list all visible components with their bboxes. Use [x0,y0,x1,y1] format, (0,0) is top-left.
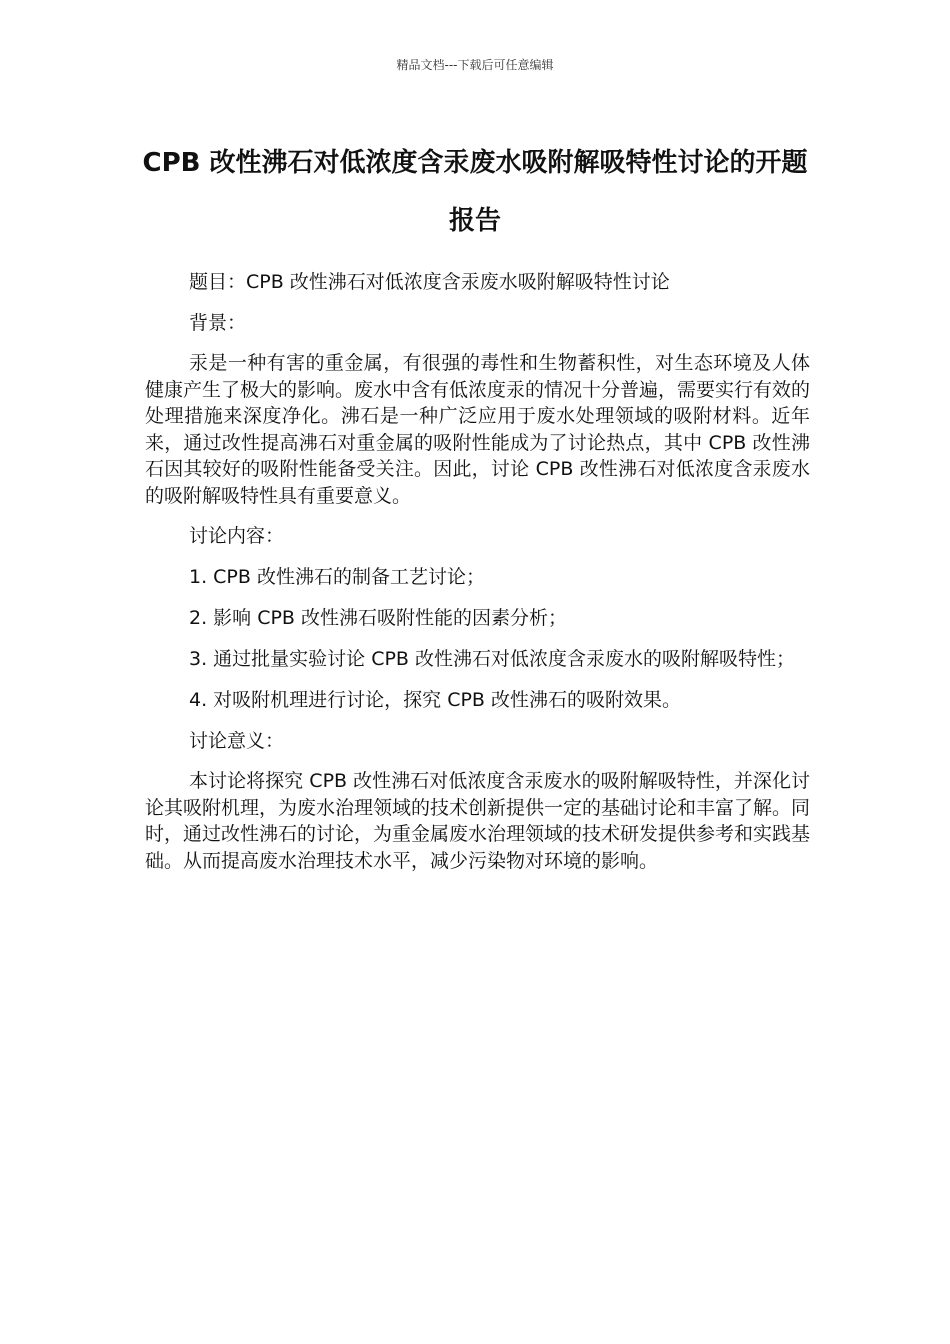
header-note: 精品文档---下载后可任意编辑 [396,58,554,72]
background-heading: 背景： [189,312,247,334]
background-paragraph: 汞是一种有害的重金属，有很强的毒性和生物蓄积性，对生态环境及人体健康产生了极大的影响。废水中含有低浓度汞的情况十分普遍，需要实行有效的处理措施来深度净化。沸石是一种广泛应用于废水处理领域的吸附材料。近年来，通过改性提高沸石对重金属的吸附性能成为了讨论热点，其中 CPB 改性沸石因其较好的吸附性能备受关注。因此，讨论 CPB 改性沸石对低浓度含汞废水的吸附解吸特性具有重要意义。 [145,352,811,507]
document-body [145,268,810,887]
significance-heading: 讨论意义： [189,730,285,752]
significance-paragraph: 本讨论将探究 CPB 改性沸石对低浓度含汞废水的吸附解吸特性，并深化讨论其吸附机理，为废水治理领域的技术创新提供一定的基础讨论和丰富了解。同时，通过改性沸石的讨论，为重金属废水治理领域的技术研发提供参考和实践基础。从而提高废水治理技术水平，减少污染物对环境的影响。 [145,770,811,872]
content-item-1: 1. CPB 改性沸石的制备工艺讨论； [189,566,485,588]
content-item-3: 3. 通过批量实验讨论 CPB 改性沸石对低浓度含汞废水的吸附解吸特性； [189,648,796,670]
content-item-4: 4. 对吸附机理进行讨论，探究 CPB 改性沸石的吸附效果。 [189,689,682,711]
topic-line: 题目：CPB 改性沸石对低浓度含汞废水吸附解吸特性讨论 [189,271,670,293]
document-title: CPB 改性沸石对低浓度含汞废水吸附解吸特性讨论的开题报告 [142,148,808,236]
content-heading: 讨论内容： [189,525,285,547]
content-item-2: 2. 影响 CPB 改性沸石吸附性能的因素分析； [189,607,568,629]
